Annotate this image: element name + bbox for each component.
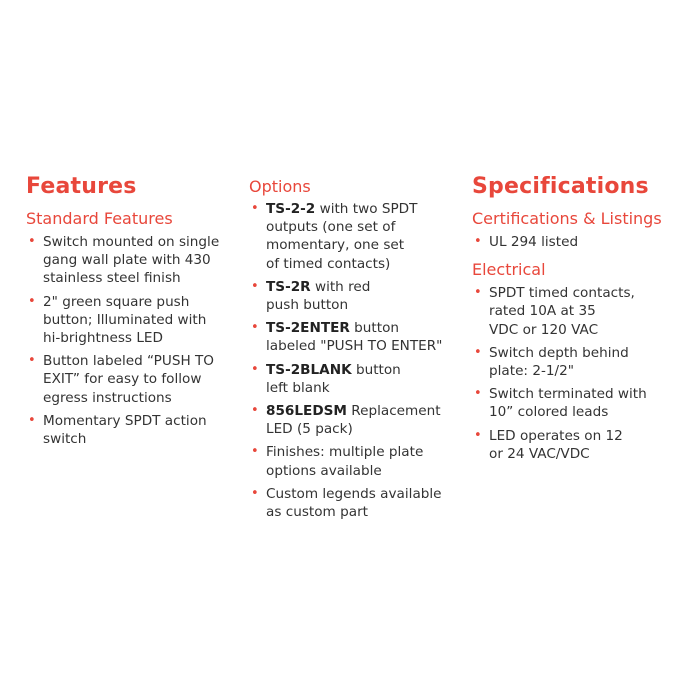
option-line: [266, 200, 464, 218]
option-item: [249, 319, 464, 355]
part-number: TS-2-2: [266, 201, 316, 217]
option-item: [249, 361, 464, 397]
option-line: [266, 402, 464, 420]
bullet-icon: •: [474, 234, 482, 249]
options-list: [249, 200, 464, 521]
list-item-line: Switch depth behind: [489, 344, 629, 361]
options-column: [249, 172, 464, 526]
electrical-list: [472, 284, 692, 463]
features-title: Features: [26, 174, 137, 199]
list-item-line: 2" green square push: [43, 293, 190, 310]
bullet-icon: •: [474, 285, 482, 301]
option-item: [249, 402, 464, 438]
option-line: momentary, one set: [266, 237, 405, 254]
bullet-icon: •: [28, 353, 36, 369]
list-item: [472, 385, 692, 421]
list-item-line: EXIT” for easy to follow: [43, 371, 202, 388]
list-item: [472, 344, 692, 380]
list-item-line: UL 294 listed: [489, 234, 579, 250]
list-item-line: gang wall plate with 430: [43, 252, 211, 269]
option-text: button: [351, 361, 401, 378]
list-item-line: SPDT timed contacts,: [489, 285, 635, 302]
list-item-line: Momentary SPDT action: [43, 412, 207, 429]
list-item: [26, 293, 241, 348]
options-title: Options: [249, 177, 311, 196]
option-line: labeled "PUSH TO ENTER": [266, 338, 443, 355]
list-item: [26, 412, 241, 448]
option-line: push button: [266, 297, 349, 314]
list-item-line: switch: [43, 431, 87, 448]
bullet-icon: •: [474, 386, 482, 402]
bullet-icon: •: [251, 201, 259, 216]
bullet-icon: •: [28, 234, 36, 249]
option-line: [266, 278, 464, 296]
option-line: left blank: [266, 379, 330, 396]
list-item: [472, 233, 692, 251]
list-item: [26, 352, 241, 407]
list-item: [472, 427, 692, 463]
option-item: [249, 485, 464, 521]
option-line: as custom part: [266, 504, 368, 521]
option-line: LED (5 pack): [266, 421, 353, 438]
list-item-line: egress instructions: [43, 389, 172, 406]
certifications-list: [472, 233, 692, 251]
list-item-line: or 24 VAC/VDC: [489, 445, 590, 462]
option-line: Finishes: multiple plate: [266, 444, 424, 461]
option-line: [266, 319, 464, 337]
option-item: [249, 443, 464, 479]
bullet-icon: •: [251, 320, 259, 336]
list-item-line: VDC or 120 VAC: [489, 321, 599, 338]
option-line: Custom legends available: [266, 485, 442, 502]
bullet-icon: •: [28, 293, 36, 309]
electrical-subtitle: Electrical: [472, 260, 546, 280]
list-item-line: Switch terminated with: [489, 386, 647, 403]
option-line: of timed contacts): [266, 255, 391, 272]
bullet-icon: •: [251, 444, 259, 460]
list-item-line: hi-brightness LED: [43, 330, 163, 347]
option-text: button: [349, 320, 400, 337]
part-number: TS-2ENTER: [266, 320, 350, 337]
list-item: [472, 284, 692, 339]
part-number: TS-2R: [266, 278, 311, 295]
bullet-icon: •: [28, 412, 36, 428]
certifications-subtitle: Certifications & Listings: [472, 209, 662, 228]
option-item: [249, 200, 464, 273]
option-text: with red: [310, 278, 371, 295]
features-column: [26, 172, 241, 453]
specifications-column: [472, 172, 692, 468]
list-item-line: 10” colored leads: [489, 404, 609, 421]
list-item-line: Button labeled “PUSH TO: [43, 353, 214, 370]
list-item-line: rated 10A at 35: [489, 303, 596, 320]
part-number: TS-2BLANK: [266, 361, 352, 378]
part-number: 856LEDSM: [266, 403, 347, 420]
bullet-icon: •: [251, 485, 259, 501]
bullet-icon: •: [251, 278, 259, 294]
features-list: [26, 233, 241, 448]
list-item-line: stainless steel finish: [43, 270, 181, 287]
bullet-icon: •: [251, 361, 259, 377]
option-text: with two SPDT: [315, 201, 418, 217]
bullet-icon: •: [251, 403, 259, 419]
bullet-icon: •: [474, 344, 482, 360]
option-line: outputs (one set of: [266, 219, 396, 236]
list-item-line: LED operates on 12: [489, 427, 623, 444]
list-item-line: button; Illuminated with: [43, 311, 207, 328]
option-text: Replacement: [346, 403, 441, 420]
list-item: [26, 233, 241, 288]
list-item-line: Switch mounted on single: [43, 234, 220, 250]
standard-features-subtitle: Standard Features: [26, 209, 173, 228]
list-item-line: plate: 2-1/2": [489, 363, 575, 380]
specifications-title: Specifications: [472, 174, 649, 199]
option-line: [266, 361, 464, 379]
bullet-icon: •: [474, 427, 482, 443]
option-line: options available: [266, 462, 382, 479]
option-item: [249, 278, 464, 314]
